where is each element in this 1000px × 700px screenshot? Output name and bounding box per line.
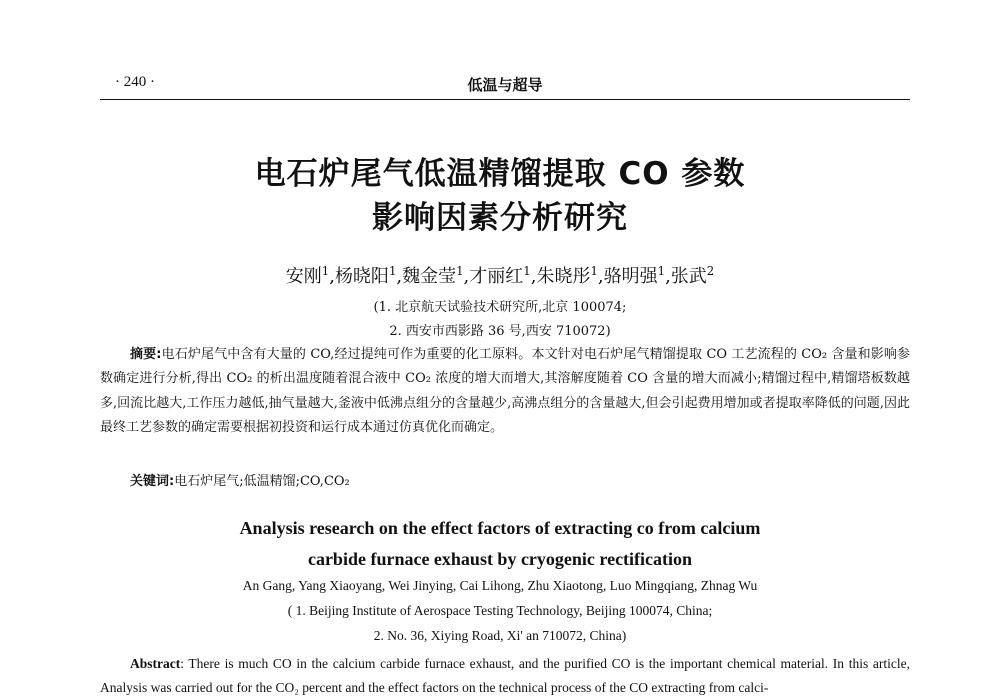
author-name: 魏金莹: [402, 266, 457, 287]
chinese-keywords-text: 电石炉尾气;低温精馏;CO,CO₂: [174, 474, 350, 489]
author-name: 张武: [670, 266, 707, 287]
author-affiliation-mark: 1: [456, 264, 464, 278]
author-name: 安刚: [285, 266, 322, 287]
chinese-keywords: [130, 470, 350, 489]
english-title-line-2: carbide furnace exhaust by cryogenic rectification: [307, 549, 693, 569]
chinese-title-line-2: 影响因素分析研究: [372, 200, 628, 236]
author-name: 骆明强: [603, 266, 658, 287]
author-affiliation-mark: 1: [590, 264, 598, 278]
author-separator: ,: [597, 266, 604, 287]
author-separator: ,: [329, 266, 335, 287]
english-abstract: [100, 652, 910, 700]
english-affiliation-1: ( 1. Beijing Institute of Aerospace Testing Technology, Beijing 100074, China;: [287, 603, 713, 618]
english-affiliation-2: 2. No. 36, Xiying Road, Xi' an 710072, China): [373, 628, 627, 643]
chinese-title-line-1: 电石炉尾气低温精馏提取 CO 参数: [254, 156, 746, 192]
english-title-line-1: Analysis research on the effect factors of extracting co from calcium: [239, 518, 761, 538]
english-abstract-text: : There is much CO in the calcium carbide furnace exhaust, and the purified CO is the important chemical material. In this article, Analysis was carried out for the CO₂ percent and the effect factors on the technical process of the CO extracting from calci-: [100, 656, 910, 695]
english-abstract-label: Abstract: [130, 656, 181, 671]
chinese-abstract-label: 摘要:: [130, 347, 162, 362]
author-separator: ,: [665, 266, 671, 287]
author-affiliation-mark: 1: [388, 264, 397, 278]
english-authors: An Gang, Yang Xiaoyang, Wei Jinying, Cai Lihong, Zhu Xiaotong, Luo Mingqiang, Zhnag Wu: [242, 578, 758, 593]
journal-name: 低温与超导: [467, 76, 543, 94]
author-name: 朱晓彤: [536, 266, 591, 287]
chinese-keywords-label: 关键词:: [130, 474, 175, 489]
author-name: 杨晓阳: [334, 266, 389, 287]
header-rule: [100, 99, 910, 100]
author-affiliation-mark: 2: [706, 264, 715, 278]
page-number: · 240 ·: [115, 74, 155, 90]
running-header: [100, 74, 910, 96]
author-affiliation-mark: 1: [657, 264, 666, 278]
author-affiliation-mark: 1: [523, 264, 531, 278]
author-separator: ,: [463, 266, 470, 287]
chinese-affiliation-2: 2. 西安市西影路 36 号,西安 710072): [389, 324, 611, 339]
author-affiliation-mark: 1: [321, 264, 330, 278]
chinese-authors: [0, 262, 1000, 288]
chinese-affiliation-1: (1. 北京航天试验技术研究所,北京 100074;: [373, 300, 627, 315]
chinese-abstract: [100, 343, 910, 440]
author-separator: ,: [530, 266, 537, 287]
chinese-abstract-text: 电石炉尾气中含有大量的 CO,经过提纯可作为重要的化工原料。本文针对电石炉尾气精馏提取 CO 工艺流程的 CO₂ 含量和影响参数确定进行分析,得出 CO₂ 的析出温度随着混合液中 CO₂ 浓度的增大而增大,其溶解度随着 CO 含量的增大而减小;精馏过程中,精馏塔板数越多,回流比越大,工作压力越低,抽气量越大,釜液中低沸点组分的含量越少,高沸点组分的含量越大,但会引起费用增加或者提取率降低的问题,因此最终工艺参数的确定需要根据初投资和运行成本通过仿真优化而确定。: [100, 347, 910, 435]
author-separator: ,: [396, 266, 403, 287]
author-name: 才丽红: [469, 266, 524, 287]
